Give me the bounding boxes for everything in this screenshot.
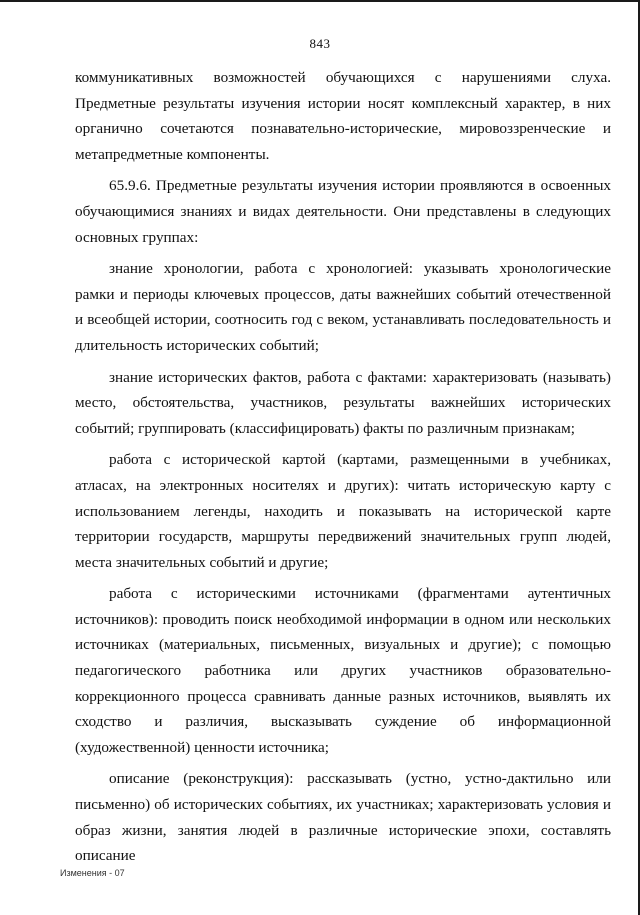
footer-revision-note: Изменения - 07: [60, 868, 125, 878]
document-body: [75, 65, 611, 869]
page-number: 843: [309, 36, 331, 51]
paragraph-section-65-9-6: 65.9.6. Предметные результаты изучения истории проявляются в освоенных обучающимися знаниях и видах деятельности. Они представлены в следующих основных группах:: [75, 177, 611, 246]
paragraph-chronology: знание хронологии, работа с хронологией: указывать хронологические рамки и периоды ключевых процессов, даты важнейших событий отечественной и всеобщей истории, соотносить год с веком, устанавливать последовательность и длительность исторических событий;: [75, 260, 611, 354]
scan-edge-top: [0, 0, 640, 2]
paragraph-description: описание (реконструкция): рассказывать (устно, устно-дактильно или письменно) об исторических событиях, их участниках; характеризовать условия и образ жизни, занятия людей в различные исторические эпохи, составлять описание: [75, 770, 611, 865]
paragraph-historical-sources: работа с историческими источниками (фрагментами аутентичных источников): проводить поиск необходимой информации в одном или нескольких источниках (материальных, письменных, визуальных и другие); с помощью педагогического работника или других участников образовательно-коррекционного процесса сравнивать данные разных источников, выявлять их сходство и различия, высказывать суждение об информационной (художественной) ценности источника;: [75, 585, 611, 756]
paragraph-historical-facts: знание исторических фактов, работа с фактами: характеризовать (называть) место, обстоятельства, участников, результаты важнейших исторических событий; группировать (классифицировать) факты по различным признакам;: [75, 368, 611, 437]
paragraph-historical-map: работа с исторической картой (картами, размещенными в учебниках, атласах, на электронных носителях и других): читать историческую карту с использованием легенды, находить и показывать на исторической карте территории государств, маршруты передвижений значительных групп людей, места значительных событий и другие;: [75, 451, 611, 571]
paragraph-continuation: коммуникативных возможностей обучающихся с нарушениями слуха. Предметные результаты изучения истории носят комплексный характер, в них органично сочетаются познавательно-исторические, мировоззренческие и метапредметные компоненты.: [75, 69, 611, 163]
